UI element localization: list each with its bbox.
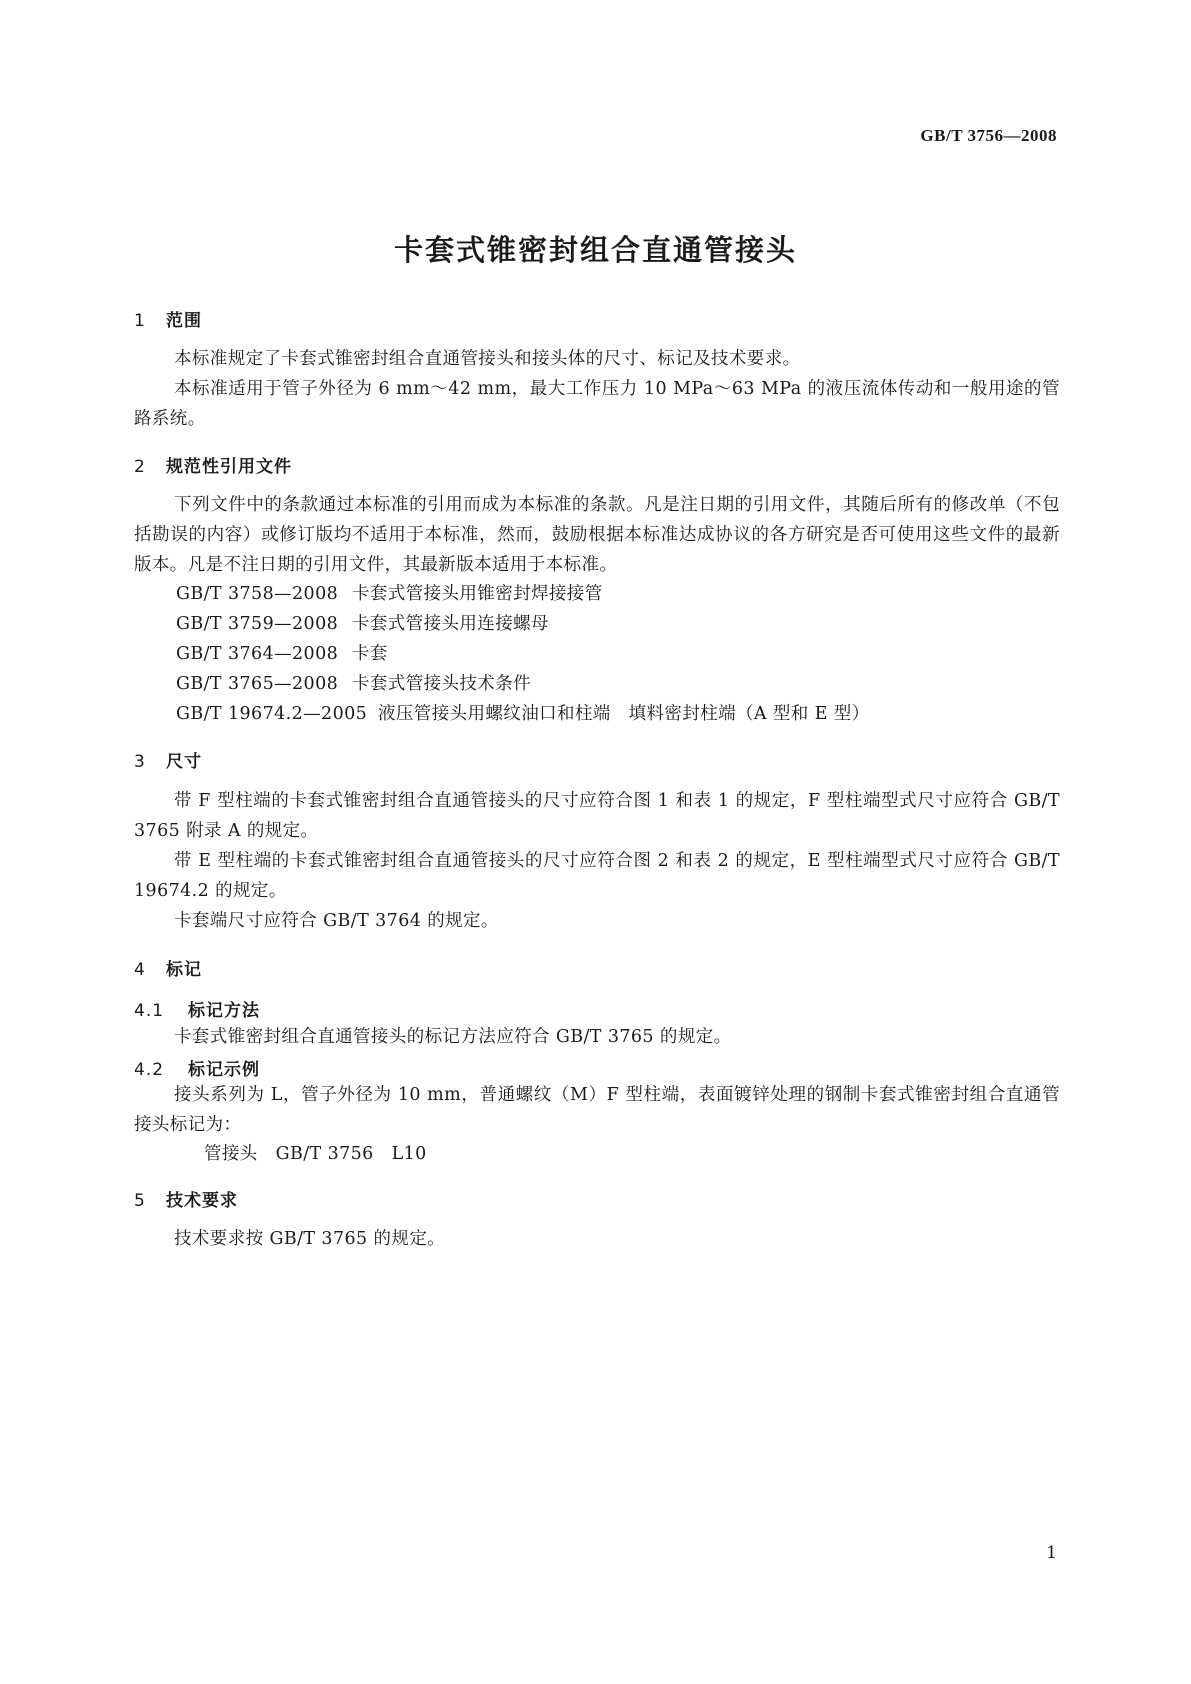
subsection-4-1-paragraph: 卡套式锥密封组合直通管接头的标记方法应符合 GB/T 3765 的规定。 bbox=[174, 1027, 732, 1047]
reference-title: 卡套 bbox=[352, 644, 388, 664]
reference-item bbox=[176, 580, 603, 605]
subsection-number: 4.2 bbox=[134, 1060, 165, 1080]
subsection-title: 标记方法 bbox=[188, 1001, 260, 1021]
reference-title: 卡套式管接头用连接螺母 bbox=[352, 614, 549, 634]
marking-example: 管接头 GB/T 3756 L10 bbox=[204, 1144, 427, 1164]
reference-code: GB/T 3764—2008 bbox=[176, 644, 339, 664]
page-number: 1 bbox=[1046, 1543, 1057, 1563]
reference-item bbox=[176, 640, 388, 665]
reference-item bbox=[176, 700, 870, 725]
reference-title: 卡套式管接头技术条件 bbox=[352, 674, 531, 694]
section-title: 尺寸 bbox=[166, 752, 202, 772]
reference-item bbox=[176, 610, 549, 635]
section-title: 范围 bbox=[166, 311, 202, 331]
section-4-heading bbox=[134, 955, 202, 980]
section-3-paragraph-3: 卡套端尺寸应符合 GB/T 3764 的规定。 bbox=[174, 911, 499, 931]
section-1-paragraph-2: 本标准适用于管子外径为 6 mm～42 mm，最大工作压力 10 MPa～63 MPa 的液压流体传动和一般用途的管路系统。 bbox=[134, 379, 1060, 429]
document-title: 卡套式锥密封组合直通管接头 bbox=[393, 233, 797, 267]
subsection-number: 4.1 bbox=[134, 1001, 165, 1021]
subsection-4-1-heading bbox=[134, 996, 260, 1021]
subsection-4-2-paragraph: 接头系列为 L，管子外径为 10 mm，普通螺纹（M）F 型柱端，表面镀锌处理的钢制卡套式锥密封组合直通管接头标记为： bbox=[134, 1085, 1060, 1135]
reference-title: 液压管接头用螺纹油口和柱端 填料密封柱端（A 型和 E 型） bbox=[378, 704, 870, 724]
section-number: 4 bbox=[134, 960, 146, 980]
section-2-heading bbox=[134, 452, 292, 477]
reference-title: 卡套式管接头用锥密封焊接接管 bbox=[352, 584, 603, 604]
reference-item bbox=[176, 670, 531, 695]
section-title: 规范性引用文件 bbox=[166, 457, 292, 477]
standard-number: GB/T 3756—2008 bbox=[920, 126, 1057, 145]
subsection-4-2-heading bbox=[134, 1055, 260, 1080]
section-3-paragraph-1: 带 F 型柱端的卡套式锥密封组合直通管接头的尺寸应符合图 1 和表 1 的规定，F 型柱端型式尺寸应符合 GB/T 3765 附录 A 的规定。 bbox=[134, 791, 1060, 841]
section-number: 3 bbox=[134, 752, 146, 772]
reference-code: GB/T 3759—2008 bbox=[176, 614, 339, 634]
subsection-title: 标记示例 bbox=[188, 1060, 260, 1080]
section-2-paragraph-1: 下列文件中的条款通过本标准的引用而成为本标准的条款。凡是注日期的引用文件，其随后所有的修改单（不包括勘误的内容）或修订版均不适用于本标准，然而，鼓励根据本标准达成协议的各方研究是否可使用这些文件的最新版本。凡是不注日期的引用文件，其最新版本适用于本标准。 bbox=[134, 495, 1060, 575]
section-3-heading bbox=[134, 747, 202, 772]
section-1-heading bbox=[134, 306, 202, 331]
section-3-paragraph-2: 带 E 型柱端的卡套式锥密封组合直通管接头的尺寸应符合图 2 和表 2 的规定，E 型柱端型式尺寸应符合 GB/T 19674.2 的规定。 bbox=[134, 851, 1060, 901]
section-title: 标记 bbox=[166, 960, 202, 980]
section-5-heading bbox=[134, 1186, 238, 1211]
section-number: 2 bbox=[134, 457, 146, 477]
section-1-paragraph-1: 本标准规定了卡套式锥密封组合直通管接头和接头体的尺寸、标记及技术要求。 bbox=[174, 349, 801, 369]
section-title: 技术要求 bbox=[166, 1191, 238, 1211]
reference-code: GB/T 19674.2—2005 bbox=[176, 704, 368, 724]
reference-code: GB/T 3758—2008 bbox=[176, 584, 339, 604]
section-5-paragraph: 技术要求按 GB/T 3765 的规定。 bbox=[174, 1229, 446, 1249]
section-number: 1 bbox=[134, 311, 146, 331]
section-number: 5 bbox=[134, 1191, 146, 1211]
reference-code: GB/T 3765—2008 bbox=[176, 674, 339, 694]
